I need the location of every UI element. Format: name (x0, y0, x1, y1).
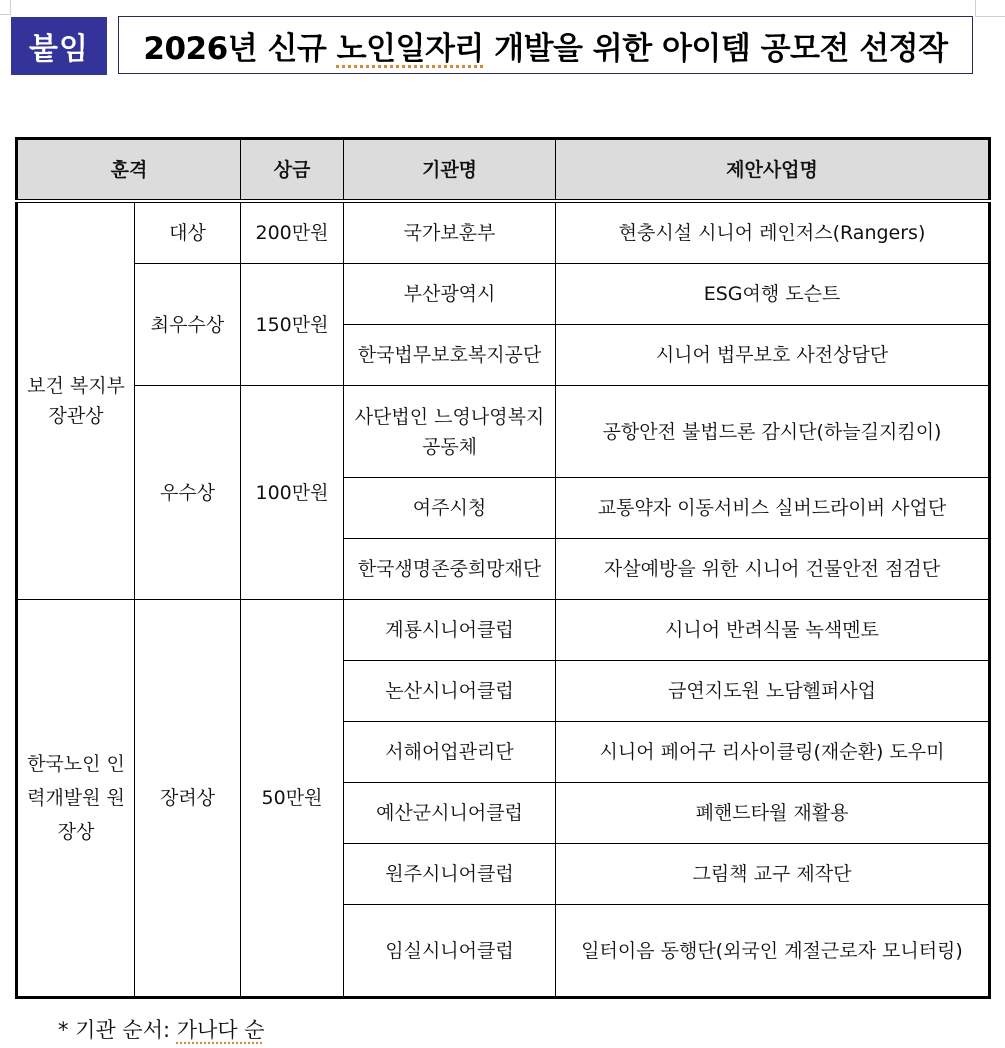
awards-table (15, 137, 991, 999)
organization-cell: 한국법무보호복지공단 (344, 325, 556, 386)
footnote-spellcheck-flagged-text[interactable]: 가나다 순 (176, 1018, 265, 1042)
prize-cell: 100만원 (241, 386, 344, 600)
page-corner-mark-left (0, 0, 11, 15)
organization-cell: 사단법인 느영나영복지공동체 (344, 386, 556, 478)
attachment-badge: 붙임 (11, 17, 107, 75)
organization-cell: 여주시청 (344, 478, 556, 539)
project-cell: 금연지도원 노담헬퍼사업 (556, 661, 990, 722)
organization-cell: 논산시니어클럽 (344, 661, 556, 722)
grantor-cell: 한국노인 인력개발원 원장상 (17, 600, 135, 998)
column-header-award-grade: 훈격 (17, 139, 241, 202)
table-row (17, 600, 990, 661)
organization-cell: 서해어업관리단 (344, 722, 556, 783)
organization-cell: 국가보훈부 (344, 201, 556, 264)
project-cell: 공항안전 불법드론 감시단(하늘길지킴이) (556, 386, 990, 478)
table-row (17, 386, 990, 478)
organization-cell: 부산광역시 (344, 264, 556, 325)
organization-cell: 임실시니어클럽 (344, 905, 556, 998)
organization-cell: 계룡시니어클럽 (344, 600, 556, 661)
organization-cell: 한국생명존중희망재단 (344, 539, 556, 600)
prize-cell: 150만원 (241, 264, 344, 386)
table-row (17, 201, 990, 264)
project-cell: 자살예방을 위한 시니어 건물안전 점검단 (556, 539, 990, 600)
project-cell: 시니어 반려식물 녹색멘토 (556, 600, 990, 661)
prize-cell: 50만원 (241, 600, 344, 998)
project-cell: 시니어 법무보호 사전상담단 (556, 325, 990, 386)
title-prefix: 2026년 신규 (143, 30, 337, 67)
organization-cell: 원주시니어클럽 (344, 844, 556, 905)
table-header-row (17, 139, 990, 202)
grade-cell: 최우수상 (135, 264, 241, 386)
grade-cell: 우수상 (135, 386, 241, 600)
project-cell: 시니어 페어구 리사이클링(재순환) 도우미 (556, 722, 990, 783)
page-corner-mark-right (975, 0, 1005, 17)
project-cell: 현충시설 시니어 레인저스(Rangers) (556, 201, 990, 264)
project-cell: 그림책 교구 제작단 (556, 844, 990, 905)
project-cell: 일터이음 동행단(외국인 계절근로자 모니터링) (556, 905, 990, 998)
grantor-cell: 보건 복지부 장관상 (17, 201, 135, 600)
grade-cell: 장려상 (135, 600, 241, 998)
footnote (58, 1014, 265, 1044)
grade-cell: 대상 (135, 201, 241, 264)
column-header-prize: 상금 (241, 139, 344, 202)
document-title (118, 16, 973, 74)
project-cell: ESG여행 도슨트 (556, 264, 990, 325)
title-suffix: 개발을 위한 아이템 공모전 선정작 (483, 30, 948, 67)
column-header-project-name: 제안사업명 (556, 139, 990, 202)
title-spellcheck-flagged-word[interactable]: 노인일자리 (336, 30, 484, 67)
project-cell: 폐핸드타월 재활용 (556, 783, 990, 844)
footnote-prefix: * 기관 순서: (58, 1018, 177, 1042)
column-header-organization: 기관명 (344, 139, 556, 202)
organization-cell: 예산군시니어클럽 (344, 783, 556, 844)
prize-cell: 200만원 (241, 201, 344, 264)
table-row (17, 264, 990, 325)
project-cell: 교통약자 이동서비스 실버드라이버 사업단 (556, 478, 990, 539)
